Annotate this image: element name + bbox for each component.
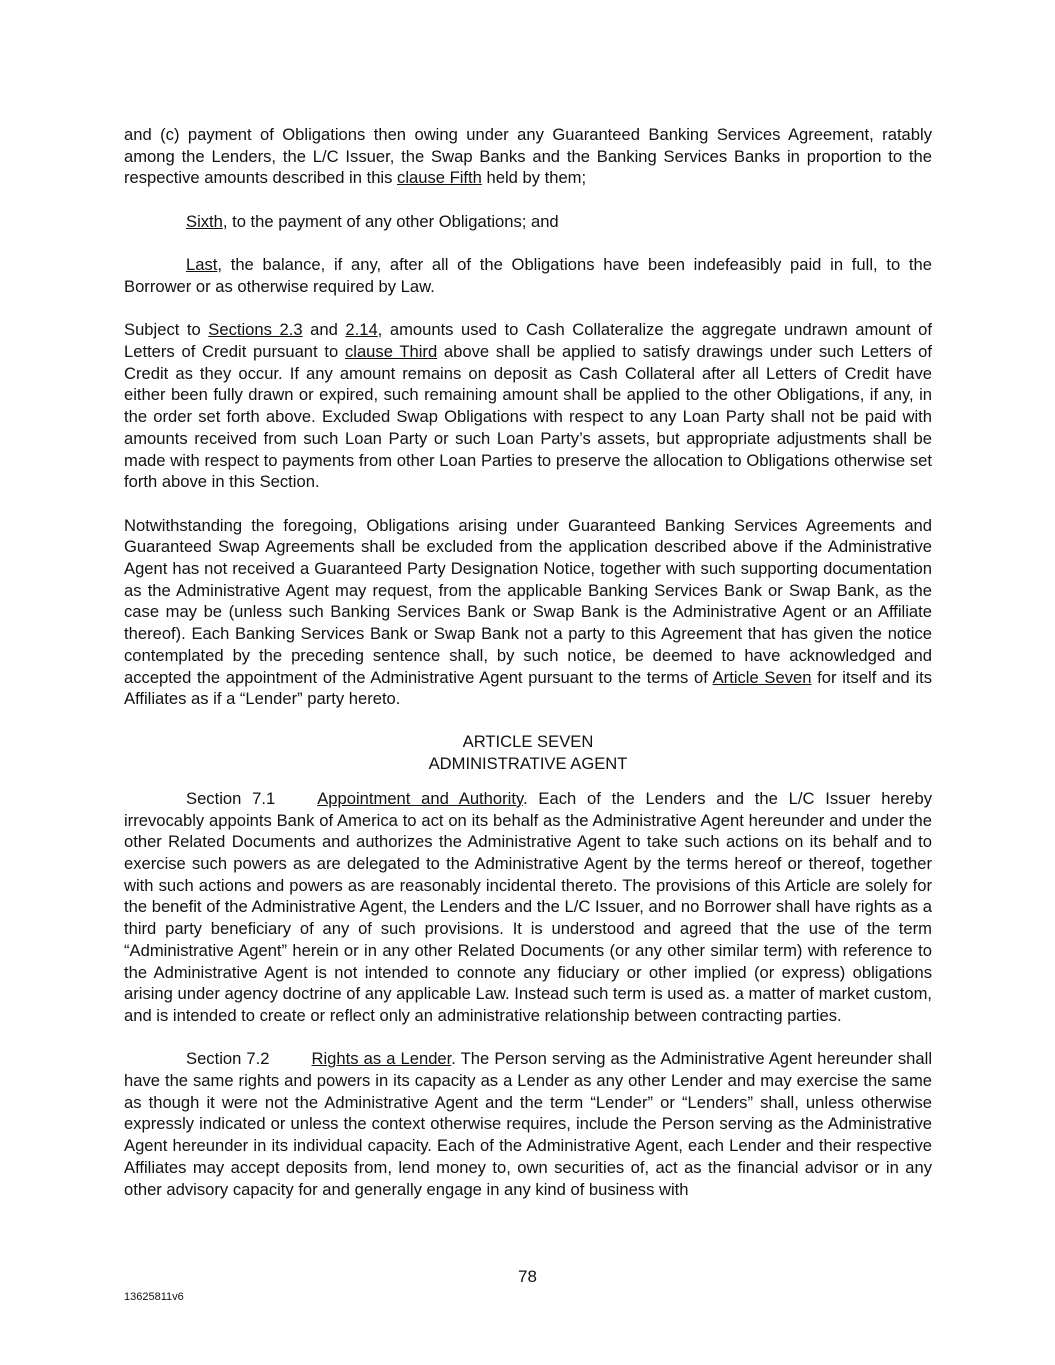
cross-reference: Sections 2.3 [208,320,303,340]
section-number: Section 7.2 [186,1049,270,1069]
text-run: held by them; [481,168,587,188]
text-run: for itself and its Affiliates as if a “Lender” party hereto. [124,667,933,709]
section-title: Rights as a Lender [311,1049,452,1069]
page-number: 78 [518,1267,537,1286]
article-title: ADMINISTRATIVE AGENT [428,753,628,773]
text-run: and (c) payment of Obligations then owing under any Guaranteed Banking Services Agreement, ratably among the Lenders, the L/C Issuer, the Swap Banks and the Banking Services Banks in proportion to the respective amounts described in this [124,125,932,188]
cross-reference: Article Seven [712,667,812,687]
body-paragraph [124,254,932,297]
section-7-2 [124,1048,932,1200]
text-run: , the balance, if any, after all of the Obligations have been indefeasibly paid in full, to the Borrower or as otherwise required by Law. [124,255,932,296]
cross-reference: clause Fifth [397,168,482,188]
text-run: Notwithstanding the foregoing, Obligations arising under Guaranteed Banking Services Agreements and Guaranteed Swap Agreements shall be excluded from the application described above if the Administrative Agent has not received a Guaranteed Party Designation Notice, together with such supporting documentation as the Administrative Agent may request, from the applicable Banking Services Bank or Swap Bank, as the case may be (unless such Banking Services Bank or Swap Bank is the Administrative Agent or an Affiliate thereof). Each Banking Services Bank or Swap Bank not a party to this Agreement that has given the notice contemplated by the preceding sentence shall, by such notice, be deemed to have acknowledged and accepted the appointment of the Administrative Agent pursuant to the terms of [124,515,932,687]
cross-reference: 2.14 [345,320,378,340]
text-run: and [302,320,346,340]
section-text: . Each of the Lenders and the L/C Issuer hereby irrevocably appoints Bank of America to act on its behalf as the Administrative Agent hereunder and under the other Related Documents and authorizes the Administrative Agent to take such actions on its behalf and to exercise such powers as are delegated to the Administrative Agent by the terms hereof or thereof, together with such actions and powers as are reasonably incidental thereto. The provisions of this Article are solely for the benefit of the Administrative Agent, the Lenders and the L/C Issuer, and no Borrower shall have rights as a third party beneficiary of any of such provisions. It is understood and agreed that the use of the term “Administrative Agent” herein or in any other Related Documents (or any other similar term) with reference to the Administrative Agent is not intended to connote any fiduciary or other implied (or express) obligations arising under agency doctrine of any applicable Law. Instead such term is used as. a matter of market custom, and is intended to create or reflect only an administrative relationship between contracting parties. [124,788,932,1025]
text-run: , to the payment of any other Obligations; and [222,211,559,231]
section-7-1 [124,788,932,1027]
document-id: 13625811v6 [124,1291,184,1303]
text-run: above shall be applied to satisfy drawings under such Letters of Credit as they occur. If any amount remains on deposit as Cash Collateral after all Letters of Credit have either been fully drawn or expired, such remaining amount shall be applied to the other Obligations, if any, in the order set forth above. Excluded Swap Obligations with respect to any Loan Party shall not be paid with amounts received from such Loan Party or such Loan Party’s assets, but appropriate adjustments shall be made with respect to payments from other Loan Parties to preserve the allocation to Obligations otherwise set forth above in this Section. [124,341,932,492]
article-heading [124,731,932,775]
article-number: ARTICLE SEVEN [462,731,594,751]
cross-reference: Sixth [186,211,223,231]
section-title: Appointment and Authority [317,788,524,808]
body-paragraph [124,211,932,233]
cross-reference: Last [186,255,218,275]
text-run: Subject to [124,320,209,340]
body-paragraph [124,124,932,189]
section-text: . The Person serving as the Administrative Agent hereunder shall have the same rights and powers in its capacity as a Lender as any other Lender and may exercise the same as though it were not the Administrative Agent and the term “Lender” or “Lenders” shall, unless otherwise expressly indicated or unless the context otherwise requires, include the Person serving as the Administrative Agent hereunder in its individual capacity. Each of the Administrative Agent, each Lender and their respective Affiliates may accept deposits from, lend money to, own securities of, act as the financial advisor or in any other advisory capacity for and generally engage in any kind of business with [124,1049,933,1199]
text-run: , amounts used to Cash Collateralize the aggregate undrawn amount of Letters of Credit pursuant to [124,320,932,361]
body-paragraph [124,515,932,710]
section-number: Section 7.1 [186,788,276,808]
document-body [124,124,932,1200]
cross-reference: clause Third [344,341,438,361]
paragraph-list [124,124,932,710]
body-paragraph [124,319,932,493]
